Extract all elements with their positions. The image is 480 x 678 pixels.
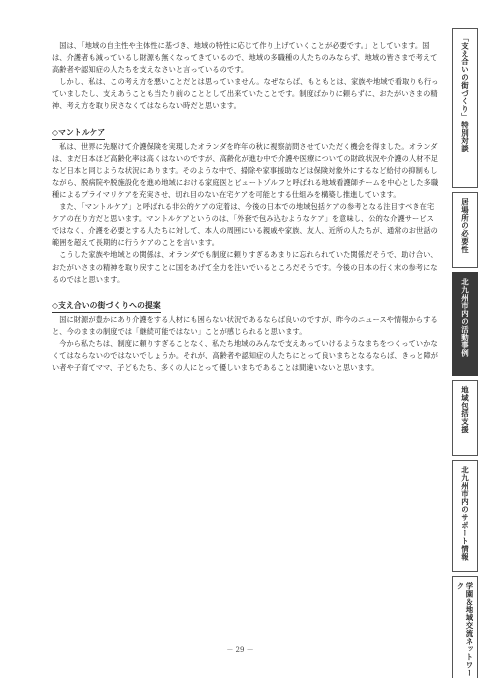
sidebar-tab-label: 地域包括支援 xyxy=(460,386,470,434)
page-number: － 29 － xyxy=(226,646,254,654)
proposal-paragraph-1: 国に財源が豊かにあり介護をする人材にも困らない状況であるならば良いのですが、昨今のニュースや情報からすると、今のままの制度では「継続可能ではない」ことが感じられると思います。 xyxy=(52,314,438,336)
sidebar-tab-label: 「支え合いの街づくり」特別対談 xyxy=(460,34,470,153)
sidebar-tab-network[interactable] xyxy=(452,576,478,678)
mantle-care-paragraph-1: 私は、世界に先駆けて介護保険を実現したオランダを昨年の秋に視察訪問させていただく機会を得ました。オランダは、まだ日本ほど高齢化率は高くはないのですが、高齢化が進む中で介護や医療についての財政状況や介護の人材不足など日本と同じような状況にあります。そのような中で、掃除や家事援助などは保険対象外にするなど給付の抑制もしながら、脱病院や脱施設化を進め地域における家庭医とビュートゾルフと呼ばれる地域看護師チームを中心とした多職種によるプライマリケアを充実させ、切れ目のない在宅ケアを可能とする仕組みを構築し推進しています。 xyxy=(52,141,439,199)
sidebar-tab-label: 北九州市内のサポート情報 xyxy=(460,466,470,561)
sidebar-tab-activity-cases[interactable] xyxy=(452,272,478,376)
intro-paragraph-2: しかし、私は、この考え方を悪いことだとは思っていません。なぜならば、もともとは、家族や地域で看取りも行っていましたし、支えあうことも当たり前のこととして出来ていたことです。制度ばかりに頼らずに、おたがいさまの精神、考え方を取り戻さなくてはならない時だと思います。 xyxy=(52,77,439,111)
sidebar-tab-label: 学園＆地域交流ネットワーク xyxy=(456,582,474,677)
article-body xyxy=(52,40,440,374)
sidebar-tab-community-support[interactable] xyxy=(452,380,478,456)
sidebar-tab-label: 居場所の必要性 xyxy=(460,198,470,254)
intro-paragraph-1: 国は、「地域の自主性や主体性に基づき、地域の特性に応じて作り上げていくことが必要です。」としています。国は、介護者も減っているし財源も無くなってきているので、地域の多職種の人たちのみならず、地域の皆さまで考えて高齢者や認知症の人たちを支えなさいと言っているのです。 xyxy=(52,41,438,75)
mantle-care-paragraph-3: こうした家族や地域との関係は、オランダでも制度に頼りすぎるあまりに忘れられていた関係だそうで、助け合い、おたがいさまの精神を取り戻すことに国をあげて全力を注いでいるところだそうです。今後の日本の行く末の参考になるのではと思います。 xyxy=(52,250,438,284)
sidebar-tab-special-dialogue[interactable] xyxy=(452,28,478,188)
sidebar-tab-support-info[interactable] xyxy=(452,460,478,572)
section-index-sidebar xyxy=(452,28,478,677)
section-heading-proposal: ◇支え合いの街づくりへの提案 xyxy=(52,299,161,313)
sidebar-tab-ibasho[interactable] xyxy=(452,192,478,268)
sidebar-tab-label: 北九州市内の活動事例 xyxy=(460,278,470,357)
section-heading-mantle-care: ◇マントルケア xyxy=(52,126,105,140)
mantle-care-paragraph-2: また、「マントルケア」と呼ばれる非公的ケアの定着は、今後の日本での地域包括ケアの参考となる注目すべき在宅ケアの在り方だと思います。マントルケアというのは、「外套で包み込むようなケア」を意味し、公的な介護サービスではなく、介護を必要とする人たちに対して、本人の周囲にいる親戚や家族、友人、近所の人たちが、通常のお世話の範囲を超えて長期的に行うケアのことを言います。 xyxy=(52,202,438,248)
proposal-paragraph-2: 今から私たちは、制度に頼りすぎることなく、私たち地域のみんなで支えあっていけるようなまちをつくっていかなくてはならないのではないでしょうか。それが、高齢者や認知症の人たちにとって良いまちとなるならば、きっと障がい者や子育てママ、子どもたち、多くの人にとって優しいまちであることは間違いないと思います。 xyxy=(52,338,439,373)
